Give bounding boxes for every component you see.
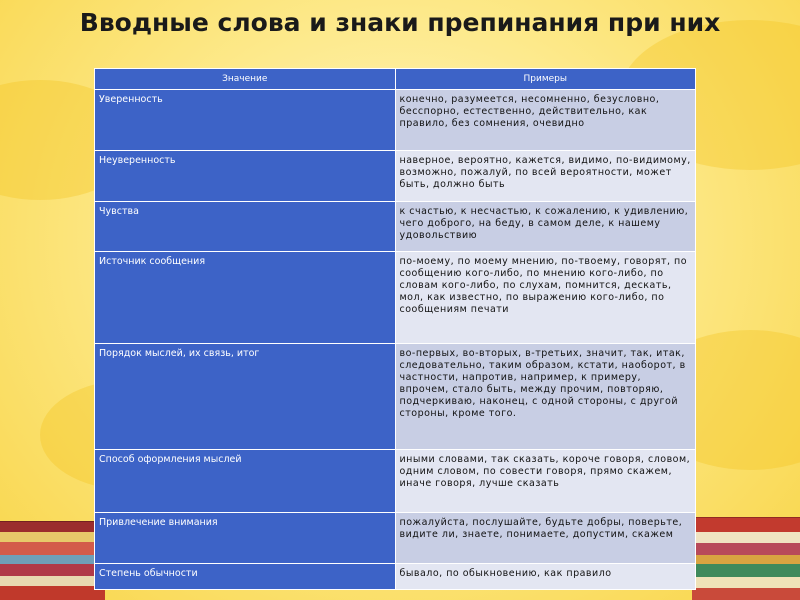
row-examples: конечно, разумеется, несомненно, безусловно, бесспорно, естественно, действительно, как правило, без сомнения, очевидно [395,90,696,151]
table-row [95,344,696,450]
row-label: Степень обычности [95,564,396,590]
row-examples: к счастью, к несчастью, к сожалению, к удивлению, чего доброго, на беду, в самом деле, к нашему удовольствию [395,202,696,252]
column-header-examples: Примеры [395,69,696,90]
row-label: Уверенность [95,90,396,151]
row-label: Неуверенность [95,151,396,202]
introductory-words-table [94,68,696,590]
books-stack-left-decoration [0,522,105,600]
row-label: Чувства [95,202,396,252]
row-label: Способ оформления мыслей [95,450,396,513]
table-row [95,151,696,202]
table-row [95,202,696,252]
table-row [95,564,696,590]
row-examples: наверное, вероятно, кажется, видимо, по-видимому, возможно, пожалуй, по всей вероятности, может быть, должно быть [395,151,696,202]
row-examples: бывало, по обыкновению, как правило [395,564,696,590]
row-label: Источник сообщения [95,252,396,344]
row-label: Порядок мыслей, их связь, итог [95,344,396,450]
table-row [95,90,696,151]
slide-title: Вводные слова и знаки препинания при них [79,8,721,37]
table-row [95,513,696,564]
table-row [95,252,696,344]
table-header-row [95,69,696,90]
column-header-meaning: Значение [95,69,396,90]
books-stack-right-decoration [692,518,800,600]
row-examples: во-первых, во-вторых, в-третьих, значит, так, итак, следовательно, таким образом, кстати, наоборот, в частности, напротив, например, к примеру, впрочем, стало быть, между прочим, повторяю, подчеркиваю, наконец, с одной стороны, с другой стороны, кроме того. [395,344,696,450]
row-examples: по-моему, по моему мнению, по-твоему, говорят, по сообщению кого-либо, по мнению кого-либо, по словам кого-либо, по слухам, помнится, дескать, мол, как известно, по выражению кого-либо, по сообщениям печати [395,252,696,344]
row-examples: пожалуйста, послушайте, будьте добры, поверьте, видите ли, знаете, понимаете, допустим, скажем [395,513,696,564]
row-examples: иными словами, так сказать, короче говоря, словом, одним словом, по совести говоря, прямо скажем, иначе говоря, лучше сказать [395,450,696,513]
table-row [95,450,696,513]
row-label: Привлечение внимания [95,513,396,564]
